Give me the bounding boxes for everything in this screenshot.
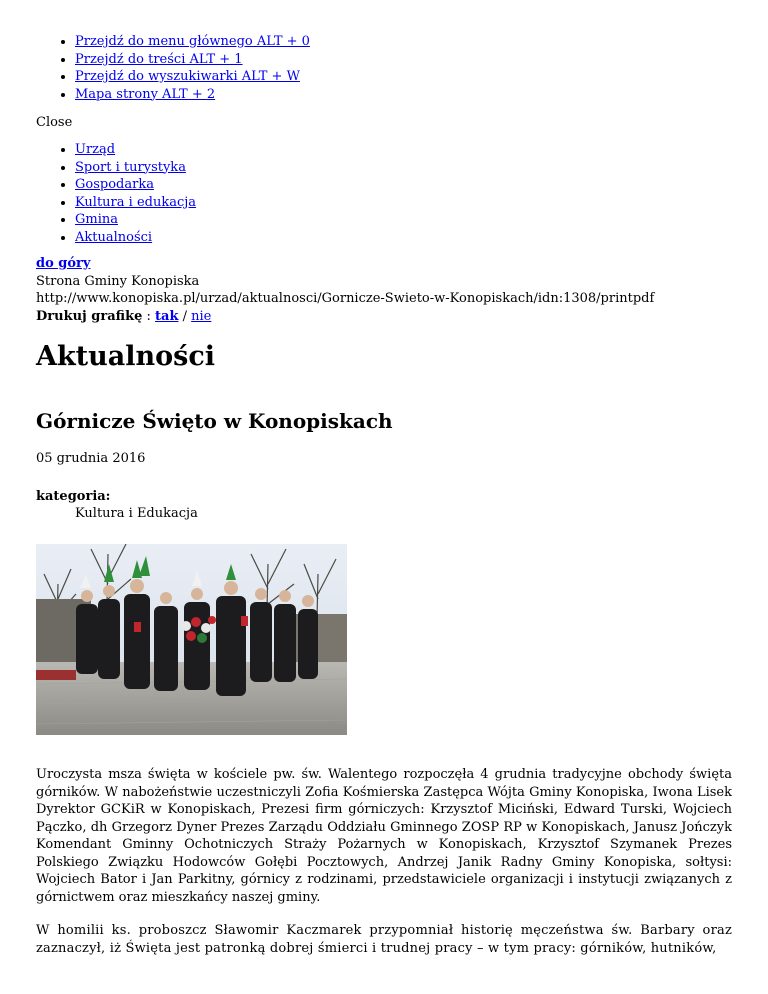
skip-to-main-menu-link[interactable]: Przejdź do menu głównego ALT + 0 bbox=[75, 34, 310, 49]
article-date: 05 grudnia 2016 bbox=[36, 451, 146, 466]
list-item bbox=[75, 211, 196, 229]
article-photo bbox=[36, 544, 347, 735]
print-graphics-slash: / bbox=[182, 308, 187, 324]
list-item bbox=[75, 229, 196, 247]
article-paragraph-2: W homilii ks. proboszcz Sławomir Kaczmarek przypomniał historię męczeństwa św. Barbary oraz zaznaczył, iż Święta jest patronką dobrej śmierci i trudnej pracy – w tym pracy: górników, hutników, bbox=[36, 923, 732, 956]
print-url: http://www.konopiska.pl/urzad/aktualnosci/Gornicze-Swieto-w-Konopiskach/idn:1308/printpdf bbox=[36, 291, 655, 306]
print-graphics-no-link[interactable]: nie bbox=[191, 308, 212, 324]
skip-links-list bbox=[36, 33, 310, 103]
skip-to-content-link[interactable]: Przejdź do treści ALT + 1 bbox=[75, 51, 243, 67]
print-graphics-yes-link[interactable] bbox=[155, 309, 178, 324]
back-to-top-link[interactable] bbox=[36, 256, 90, 271]
article-paragraph-1: Uroczysta msza święta w kościele pw. św. Walentego rozpoczęła 4 grudnia tradycyjne obchody święta górników. W nabożeństwie uczestniczyli Zofia Kośmierska Zastępca Wójta Gminy Konopiska, Iwona Lisek Dyrektor GCKiR w Konopiskach, Prezesi firm górniczych: Krzysztof Miciński, Edward Turski, Wojciech Pączko, dh Grzegorz Dyner Prezes Zarządu Oddziału Gminnego ZOSP RP w Konopiskach, Janusz Jończyk Komendant Gminny Ochotniczych Straży Pożarnych w Konopiskach, Krzysztof Szymanek Prezes Polskiego Związku Hodowców Gołębi Pocztowych, Andrzej Janik Radny Gminy Konopiska, sołtysi: Wojciech Bator i Jan Parkitny, górnicy z rodzinami, przedstawiciele organizacji i instytucji związanych z górnictwem oraz mieszkańcy naszej gminy. bbox=[36, 767, 732, 905]
print-info bbox=[36, 255, 654, 325]
print-graphics-colon: : bbox=[146, 308, 151, 324]
menu-item-urzad[interactable]: Urząd bbox=[75, 142, 116, 157]
site-name: Strona Gminy Konopiska bbox=[36, 273, 200, 289]
category-label: kategoria: bbox=[36, 489, 111, 504]
skip-to-search-link[interactable]: Przejdź do wyszukiwarki ALT + W bbox=[75, 69, 300, 84]
menu-item-aktualnosci[interactable]: Aktualności bbox=[75, 229, 153, 245]
list-item bbox=[75, 51, 310, 69]
close-label[interactable]: Close bbox=[36, 115, 73, 130]
print-graphics-row bbox=[36, 308, 654, 326]
menu-item-gmina[interactable]: Gmina bbox=[75, 212, 118, 227]
list-item bbox=[75, 33, 310, 51]
list-item bbox=[75, 141, 196, 159]
back-to-top-label: do góry bbox=[36, 256, 91, 271]
list-item bbox=[75, 159, 196, 177]
list-item bbox=[75, 194, 196, 212]
menu-item-sport[interactable]: Sport i turystyka bbox=[75, 159, 186, 175]
main-menu bbox=[36, 141, 196, 246]
sitemap-link[interactable]: Mapa strony ALT + 2 bbox=[75, 86, 216, 102]
article-title: Górnicze Święto w Konopiskach bbox=[36, 409, 393, 433]
menu-item-kultura[interactable]: Kultura i edukacja bbox=[75, 194, 197, 210]
list-item bbox=[75, 68, 310, 86]
print-graphics-label: Drukuj grafikę bbox=[36, 308, 143, 324]
section-title: Aktualności bbox=[36, 341, 216, 372]
menu-item-gospodarka[interactable]: Gospodarka bbox=[75, 177, 154, 192]
list-item bbox=[75, 86, 310, 104]
list-item bbox=[75, 176, 196, 194]
print-graphics-yes-label: tak bbox=[155, 308, 179, 324]
category-value: Kultura i Edukacja bbox=[75, 506, 198, 521]
